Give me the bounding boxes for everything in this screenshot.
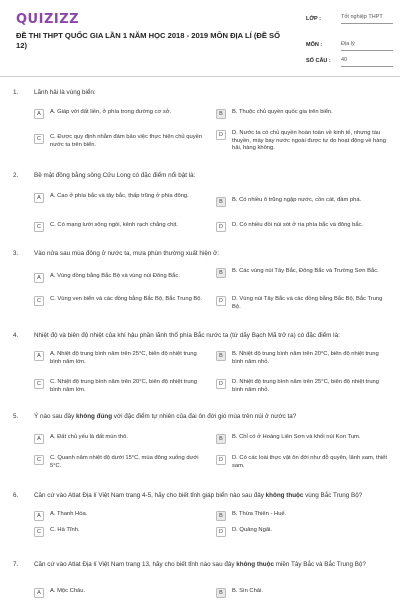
- question-text: Lãnh hải là vùng biển:: [34, 89, 96, 96]
- option-letter-box: D: [216, 296, 226, 306]
- option-letter-box: B: [216, 511, 226, 521]
- question-number: 5.: [13, 413, 19, 420]
- option-c[interactable]: [34, 379, 206, 394]
- question-text: Nhiệt độ và biên độ nhiệt của khí hậu phần lãnh thổ phía Bắc nước ta (từ dãy Bạch Mã trở ra) có đặc điểm là:: [34, 332, 340, 339]
- question-text-suffix: với đặc điểm tự nhiên của đai ôn đới gió mùa trên núi ở nước ta?: [112, 413, 297, 420]
- question-count-label: SỐ CÂU :: [306, 58, 331, 64]
- option-b[interactable]: [216, 434, 388, 444]
- header-divider: [0, 76, 400, 77]
- option-text: C. Hà Tĩnh.: [50, 527, 80, 533]
- question-number: 4.: [13, 332, 19, 339]
- option-b[interactable]: [216, 588, 388, 598]
- option-letter-box: C: [34, 455, 44, 465]
- option-c[interactable]: [34, 222, 204, 232]
- option-text: A. Đất chủ yếu là đất mùn thô.: [50, 434, 128, 440]
- option-text: C. Có mạng lưới sông ngòi, kênh rạch chằng chịt.: [50, 222, 178, 228]
- option-letter-box: A: [34, 193, 44, 203]
- question-text-prefix: Căn cứ vào Atlat Địa lí Việt Nam trang 4-5, hãy cho biết tỉnh giáp biển nào sau đây: [34, 492, 266, 499]
- question-count-value: 40: [341, 57, 393, 67]
- question-text: [34, 561, 374, 570]
- option-letter-box: A: [34, 273, 44, 283]
- option-text: C. Quanh năm nhiệt độ dưới 15°C, mùa đông xuống dưới 5°C.: [50, 455, 199, 469]
- option-d[interactable]: [216, 379, 388, 394]
- option-letter-box: B: [216, 588, 226, 598]
- option-a[interactable]: [34, 511, 206, 521]
- option-text: C. Được quy định nhằm đảm bảo việc thực hiện chủ quyền nước ta trên biển.: [50, 134, 203, 148]
- option-a[interactable]: [34, 351, 206, 366]
- exam-title: ĐỀ THI THPT QUỐC GIA LẦN 1 NĂM HỌC 2018 - 2019 MÔN ĐỊA LÍ (ĐỀ SỐ 12): [16, 31, 280, 50]
- option-b[interactable]: [216, 109, 386, 119]
- subject-value: Địa lý: [341, 41, 393, 51]
- option-text: D. Có các loài thực vật ôn đới như đỗ quyên, lãnh sam, thiết sam.: [232, 455, 387, 469]
- option-c[interactable]: [34, 296, 204, 306]
- option-text: B. Nhiệt độ trung bình năm trên 20°C, biên độ nhiệt trung bình năm nhỏ.: [232, 351, 379, 365]
- option-text: D. Có nhiều đồi núi sót ở rìa phía bắc và đông bắc.: [232, 222, 364, 228]
- option-letter-box: C: [34, 379, 44, 389]
- question-text-suffix: vùng Bắc Trung Bộ?: [303, 492, 363, 499]
- option-d[interactable]: [216, 455, 388, 470]
- option-letter-box: A: [34, 351, 44, 361]
- question-text-prefix: Ý nào sau đây: [34, 413, 77, 420]
- option-text: B. Các vùng núi Tây Bắc, Đông Bắc và Trường Sơn Bắc.: [232, 268, 379, 274]
- question-text: [34, 413, 374, 422]
- option-letter-box: D: [216, 379, 226, 389]
- option-letter-box: D: [216, 130, 226, 140]
- question-number: 7.: [13, 561, 19, 568]
- option-text: A. Cao ở phía bắc và tây bắc, thấp trũng ở phía đông.: [50, 193, 189, 199]
- option-a[interactable]: [34, 109, 204, 119]
- question-text-suffix: miền Tây Bắc và Bắc Trung Bộ?: [274, 561, 366, 568]
- option-b[interactable]: [216, 268, 386, 278]
- question-number: 6.: [13, 492, 19, 499]
- option-a[interactable]: [34, 588, 206, 598]
- option-text: D. Nhiệt độ trung bình năm trên 25°C, biên độ nhiệt trung bình năm nhỏ.: [232, 379, 380, 393]
- option-text: D. Quảng Ngãi.: [232, 527, 272, 533]
- option-a[interactable]: [34, 273, 204, 283]
- grade-label: LỚP :: [306, 16, 321, 22]
- option-letter-box: A: [34, 588, 44, 598]
- option-letter-box: B: [216, 351, 226, 361]
- question-number: 2.: [13, 172, 19, 179]
- question-text-emphasis: không thuộc: [236, 561, 274, 568]
- option-text: A. Vùng đồng bằng Bắc Bộ và vùng núi Đông Bắc.: [50, 273, 180, 279]
- option-text: A. Mộc Châu.: [50, 588, 86, 594]
- option-text: D. Vùng núi Tây Bắc và các đồng bằng Bắc Bộ, Bắc Trung Bộ.: [232, 296, 383, 310]
- option-letter-box: D: [216, 455, 226, 465]
- option-text: C. Vùng ven biển và các đồng bằng Bắc Bộ, Bắc Trung Bộ.: [50, 296, 203, 302]
- question-number: 3.: [13, 250, 19, 257]
- question-text-emphasis: không thuộc: [265, 492, 304, 499]
- option-text: B. Thuộc chủ quyền quốc gia trên biển.: [232, 109, 333, 115]
- option-letter-box: C: [34, 134, 44, 144]
- option-letter-box: D: [216, 222, 226, 232]
- question-text-emphasis: không đúng: [76, 413, 113, 420]
- option-letter-box: C: [34, 527, 44, 537]
- option-letter-box: B: [216, 109, 226, 119]
- option-c[interactable]: [34, 134, 204, 149]
- option-text: B. Sìn Chải.: [232, 588, 263, 594]
- option-letter-box: B: [216, 197, 226, 207]
- option-text: A. Giáp với đất liền, ở phía trong đường cơ sở.: [50, 109, 172, 115]
- option-text: C. Nhiệt độ trung bình năm trên 20°C, biên độ nhiệt trung bình năm lớn.: [50, 379, 198, 393]
- option-d[interactable]: [216, 130, 388, 153]
- option-letter-box: D: [216, 527, 226, 537]
- option-letter-box: A: [34, 109, 44, 119]
- option-text: B. Chỉ có ở Hoàng Liên Sơn và khối núi Kon Tum.: [232, 434, 361, 440]
- option-letter-box: B: [216, 268, 226, 278]
- option-c[interactable]: [34, 455, 206, 470]
- option-a[interactable]: [34, 434, 206, 444]
- option-a[interactable]: [34, 193, 204, 203]
- question-number: 1.: [13, 89, 19, 96]
- page-header: [0, 0, 400, 72]
- option-text: D. Nước ta có chủ quyền hoàn toàn về kinh tế, nhưng tàu thuyền, máy bay nước ngoài được tự do hoạt động về hàng hải, hàng không.: [232, 130, 386, 151]
- option-b[interactable]: [216, 351, 388, 366]
- option-d[interactable]: [216, 527, 388, 537]
- option-text: B. Thừa Thiên - Huế.: [232, 511, 287, 517]
- subject-label: MÔN :: [306, 42, 323, 48]
- option-letter-box: A: [34, 511, 44, 521]
- option-d[interactable]: [216, 222, 388, 232]
- option-letter-box: B: [216, 434, 226, 444]
- option-text: A. Nhiệt độ trung bình năm trên 25°C, biên độ nhiệt trung bình năm lớn.: [50, 351, 197, 365]
- option-letter-box: A: [34, 434, 44, 444]
- option-b[interactable]: [216, 197, 388, 207]
- option-c[interactable]: [34, 527, 206, 537]
- option-text: A. Thanh Hóa.: [50, 511, 88, 517]
- option-text: B. Có nhiều ô trũng ngập nước, cồn cát, đầm phá.: [232, 197, 362, 203]
- option-d[interactable]: [216, 296, 388, 311]
- grade-value: Tốt nghiệp THPT: [341, 14, 393, 24]
- quizizz-logo: QUIZIZZ: [16, 12, 80, 27]
- option-letter-box: C: [34, 296, 44, 306]
- option-letter-box: C: [34, 222, 44, 232]
- question-text-prefix: Căn cứ vào Atlat Địa lí Việt Nam trang 13, hãy cho biết tỉnh nào sau đây: [34, 561, 237, 568]
- option-b[interactable]: [216, 511, 388, 521]
- question-text: [34, 492, 374, 501]
- question-text: Bề mặt đồng bằng sông Cửu Long có đặc điểm nổi bật là:: [34, 172, 196, 179]
- question-text: Vào nửa sau mùa đông ở nước ta, mưa phùn thường xuất hiện ở:: [34, 250, 219, 257]
